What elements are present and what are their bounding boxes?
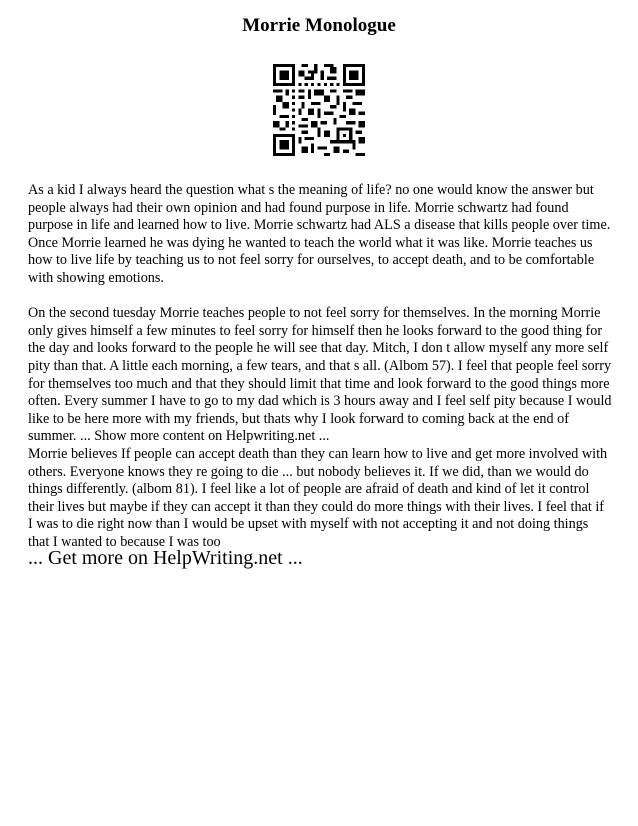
document-body bbox=[28, 182, 612, 551]
get-more-link[interactable]: ... Get more on HelpWriting.net ... bbox=[28, 547, 303, 569]
paragraph-intro: As a kid I always heard the question what s the meaning of life? no one would know the answer but people always had their own opinion and had found purpose in life. Morrie schwartz had found purpose in life and learned how to live. Morrie schwartz had ALS a disease that kills people over time. Once Morrie learned he was dying he wanted to teach the world what it was like. Morrie teaches us how to live life by teaching us to not feel sorry for ourselves, to accept death, and to be comfortable with showing emotions. bbox=[28, 182, 611, 286]
qr-code-icon[interactable] bbox=[273, 64, 365, 156]
paragraph-second-tuesday: On the second tuesday Morrie teaches people to not feel sorry for themselves. In the morning Morrie only gives himself a few minutes to feel sorry for himself then he looks forward to the good thing for the day and looks forward to the people he will see that day. Mitch, I don t allow myself any more self pity than that. A little each morning, a few tears, and that s all. (Albom 57). I feel that people feel sorry for themselves too much and that they should limit that time and look forward to the good things more often. Every summer I have to go to my dad which is 3 hours away and I feel self pity because I would like to be here more with my friends, but thats why I look forward to coming back at the end of summer. ... Show more content on Helpwriting.net ... bbox=[28, 305, 612, 445]
paragraph-accept-death: Morrie believes If people can accept death than they can learn how to live and get more involved with others. Everyone knows they re going to die ... but nobody believes it. If we did, than we would do things differently. (albom 81). I feel like a lot of people are afraid of death and kind of let it control their lives but maybe if they can accept it than they could do more things with their lives. I feel that if I was to die right now than I would be upset with myself with not accepting it and not doing things that I wanted to because I was too bbox=[28, 445, 608, 550]
document-title: Morrie Monologue bbox=[242, 15, 396, 36]
